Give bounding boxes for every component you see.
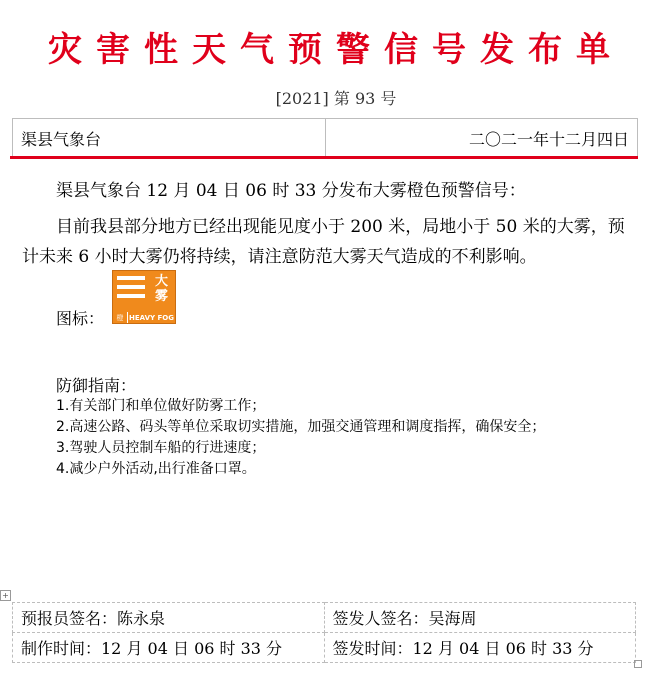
issuer-cell: 渠县气象台 [21,129,102,149]
guide-item: 2.高速公路、码头等单位采取切实措施，加强交通管理和调度指挥，确保安全； [56,419,546,435]
icon-char-top: 大 [154,274,168,289]
announcement-paragraph: 渠县气象台 12 月 04 日 06 时 33 分发布大雾橙色预警信号： [56,181,526,201]
date-cell: 二〇二一年十二月四日 [325,119,638,157]
icon-bottom-strip [113,312,175,323]
table-move-handle-icon[interactable]: + [0,590,11,601]
table-resize-handle-icon[interactable] [634,660,642,668]
signature-table [12,602,636,663]
guide-item: 4.减少户外活动,出行准备口罩。 [56,461,256,477]
forecaster-signature: 预报员签名：陈永泉 [13,603,325,633]
icon-char-bottom: 雾 [154,289,168,304]
header-table [12,118,638,157]
made-time: 制作时间：12 月 04 日 06 时 33 分 [13,633,325,663]
guide-title: 防御指南： [56,376,137,395]
issuer-signature: 签发人签名：吴海周 [324,603,636,633]
icon-bottom-en: HEAVY FOG [129,313,174,322]
guide-item: 1.有关部门和单位做好防雾工作； [56,398,266,414]
document-number: [2021] 第 93 号 [275,89,397,108]
guide-item: 3.驾驶人员控制车船的行进速度； [56,440,266,456]
page-title: 灾害性天气预警信号发布单 [48,30,624,70]
guide-list [56,396,545,480]
red-divider [10,156,638,159]
issue-time: 签发时间：12 月 04 日 06 时 33 分 [324,633,636,663]
icon-label: 图标： [56,309,105,328]
fog-lines-icon [117,276,145,303]
heavy-fog-orange-warning-icon [112,270,176,324]
icon-bottom-cn: 橙 [113,312,127,323]
warning-detail-paragraph: 目前我县部分地方已经出现能见度小于 200 米，局地小于 50 米的大雾，预计未来 6 小时大雾仍将持续，请注意防范大雾天气造成的不利影响。 [22,217,625,267]
